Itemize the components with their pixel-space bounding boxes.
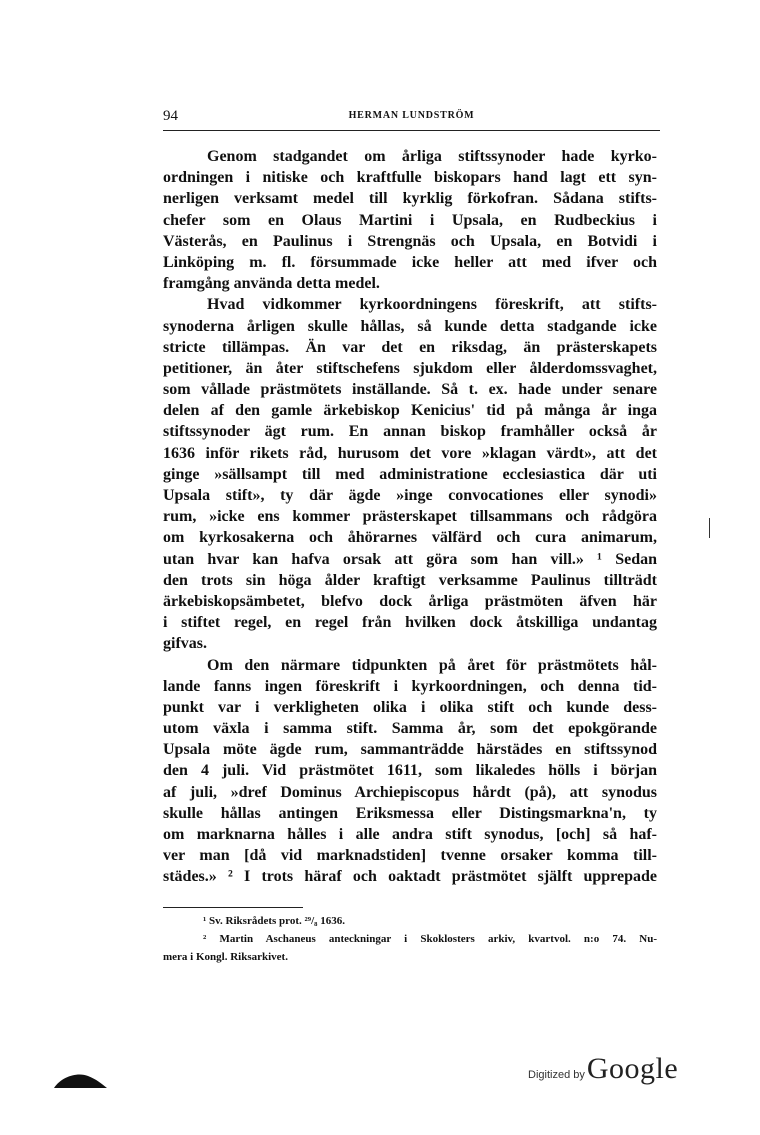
text-line: af juli, »dref Dominus Archiepiscopus hårdt (på), att synodus (163, 783, 657, 801)
text-line: den trots sin höga ålder kraftigt verksamme Paulinus tillträdt (163, 571, 657, 589)
text-line: chefer som en Olaus Martini i Upsala, en Rudbeckius i (163, 211, 657, 229)
text-line: Linköping m. fl. försummade icke heller att med ifver och (163, 253, 657, 271)
text-line: delen af den gamle ärkebiskop Kenicius' tid på många år inga (163, 402, 657, 420)
text-line: den 4 juli. Vid prästmötet 1611, som likaledes hölls i början (163, 762, 657, 780)
footnotes (163, 912, 657, 966)
text-line: punkt var i verkligheten olika i olika stift och kunde dess- (163, 698, 657, 716)
text-line: lande fanns ingen föreskrift i kyrkoordningen, och denna tid- (163, 677, 657, 695)
running-head: HERMAN LUNDSTRÖM (348, 110, 475, 121)
text-line: om kyrkosakerna och åhörarnes välfärd och cura animarum, (163, 529, 657, 547)
body-text (163, 146, 657, 888)
text-line: synoderna årligen skulle hållas, så kunde detta stadgande icke (163, 317, 657, 335)
text-line: ordningen i nitiske och kraftfulle biskopars hand lagt ett syn- (163, 169, 657, 187)
text-line: Upsala möte ägde rum, sammanträdde härstädes en stiftssynod (163, 741, 657, 759)
text-line: utom växla i samma stift. Samma år, som det epokgörande (163, 720, 657, 738)
footnote-2: ² Martin Aschaneus anteckningar i Skoklosters arkiv, kvartvol. n:o 74. Nu- (203, 933, 657, 945)
text-line: gifvas. (163, 635, 207, 653)
footnote-rule (163, 907, 303, 908)
margin-mark (709, 518, 710, 538)
text-line: som vållade prästmötets inställande. Så t. ex. hade under senare (163, 381, 657, 399)
digitized-prefix: Digitized by (528, 1069, 585, 1081)
text-line: ärkebiskopsämbetet, blefvo dock årliga prästmöten äfven här (163, 592, 657, 610)
text-line: skulle hållas antingen Eriksmessa eller Distingsmarkna'n, ty (163, 804, 657, 822)
text-line: nerligen verksamt medel till kyrklig förkofran. Sådana stifts- (163, 190, 657, 208)
footnote-1: ¹ Sv. Riksrådets prot. ²⁹/₈ 1636. (203, 915, 345, 927)
text-line: ginge »sällsampt till med administratione ecclesiastica där uti (163, 465, 657, 483)
paragraph-2 (163, 294, 657, 654)
text-line: petitioner, än åter stiftschefens sjukdom eller ålderdomssvaghet, (163, 359, 657, 377)
text-line: rum, »icke ens kommer prästerskapet tillsammans och rådgöra (163, 508, 657, 526)
page-header (163, 106, 660, 132)
text-line: 1636 inför rikets råd, hurusom det vore »klagan värdt», att det (163, 444, 657, 462)
footnote-2-continued: mera i Kongl. Riksarkivet. (163, 951, 288, 963)
header-rule (163, 130, 660, 131)
page-number: 94 (163, 108, 178, 124)
text-line: i stiftet regel, en regel från hvilken dock åtskilliga undantag (163, 614, 657, 632)
text-line: Västerås, en Paulinus i Strengnäs och Upsala, en Botvidi i (163, 232, 657, 250)
text-line: ver man [då vid marknadstiden] tvenne orsaker komma till- (163, 847, 657, 865)
text-line: framgång använda detta medel. (163, 275, 380, 293)
google-logo: Google (586, 1052, 679, 1085)
text-line: stiftssynoder ägt rum. En annan biskop framhåller också år (163, 423, 657, 441)
text-line: stricte tillämpas. Än var det en riksdag, än prästerskapets (163, 338, 657, 356)
paragraph-3 (163, 655, 657, 888)
text-line: Upsala stift», ty där ägde »inge convocationes eller synodi» (163, 487, 657, 504)
text-line: städes.» ² I trots häraf och oaktadt prästmötet själft upprepade (163, 868, 657, 886)
text-line: utan hvar kan hafva orsak att göra som han vill.» ¹ Sedan (163, 550, 657, 568)
text-line: om marknarna hålles i alle andra stift synodus, [och] så haf- (163, 826, 657, 843)
paragraph-1 (163, 146, 657, 294)
text-line: Genom stadgandet om årliga stiftssynoder hade kyrko- (207, 148, 657, 165)
scan-artifact-icon (52, 1070, 108, 1090)
text-line: Hvad vidkommer kyrkoordningens föreskrift, att stifts- (207, 296, 657, 314)
text-line: Om den närmare tidpunkten på året för prästmötets hål- (207, 656, 657, 674)
digitized-watermark (528, 1052, 678, 1092)
